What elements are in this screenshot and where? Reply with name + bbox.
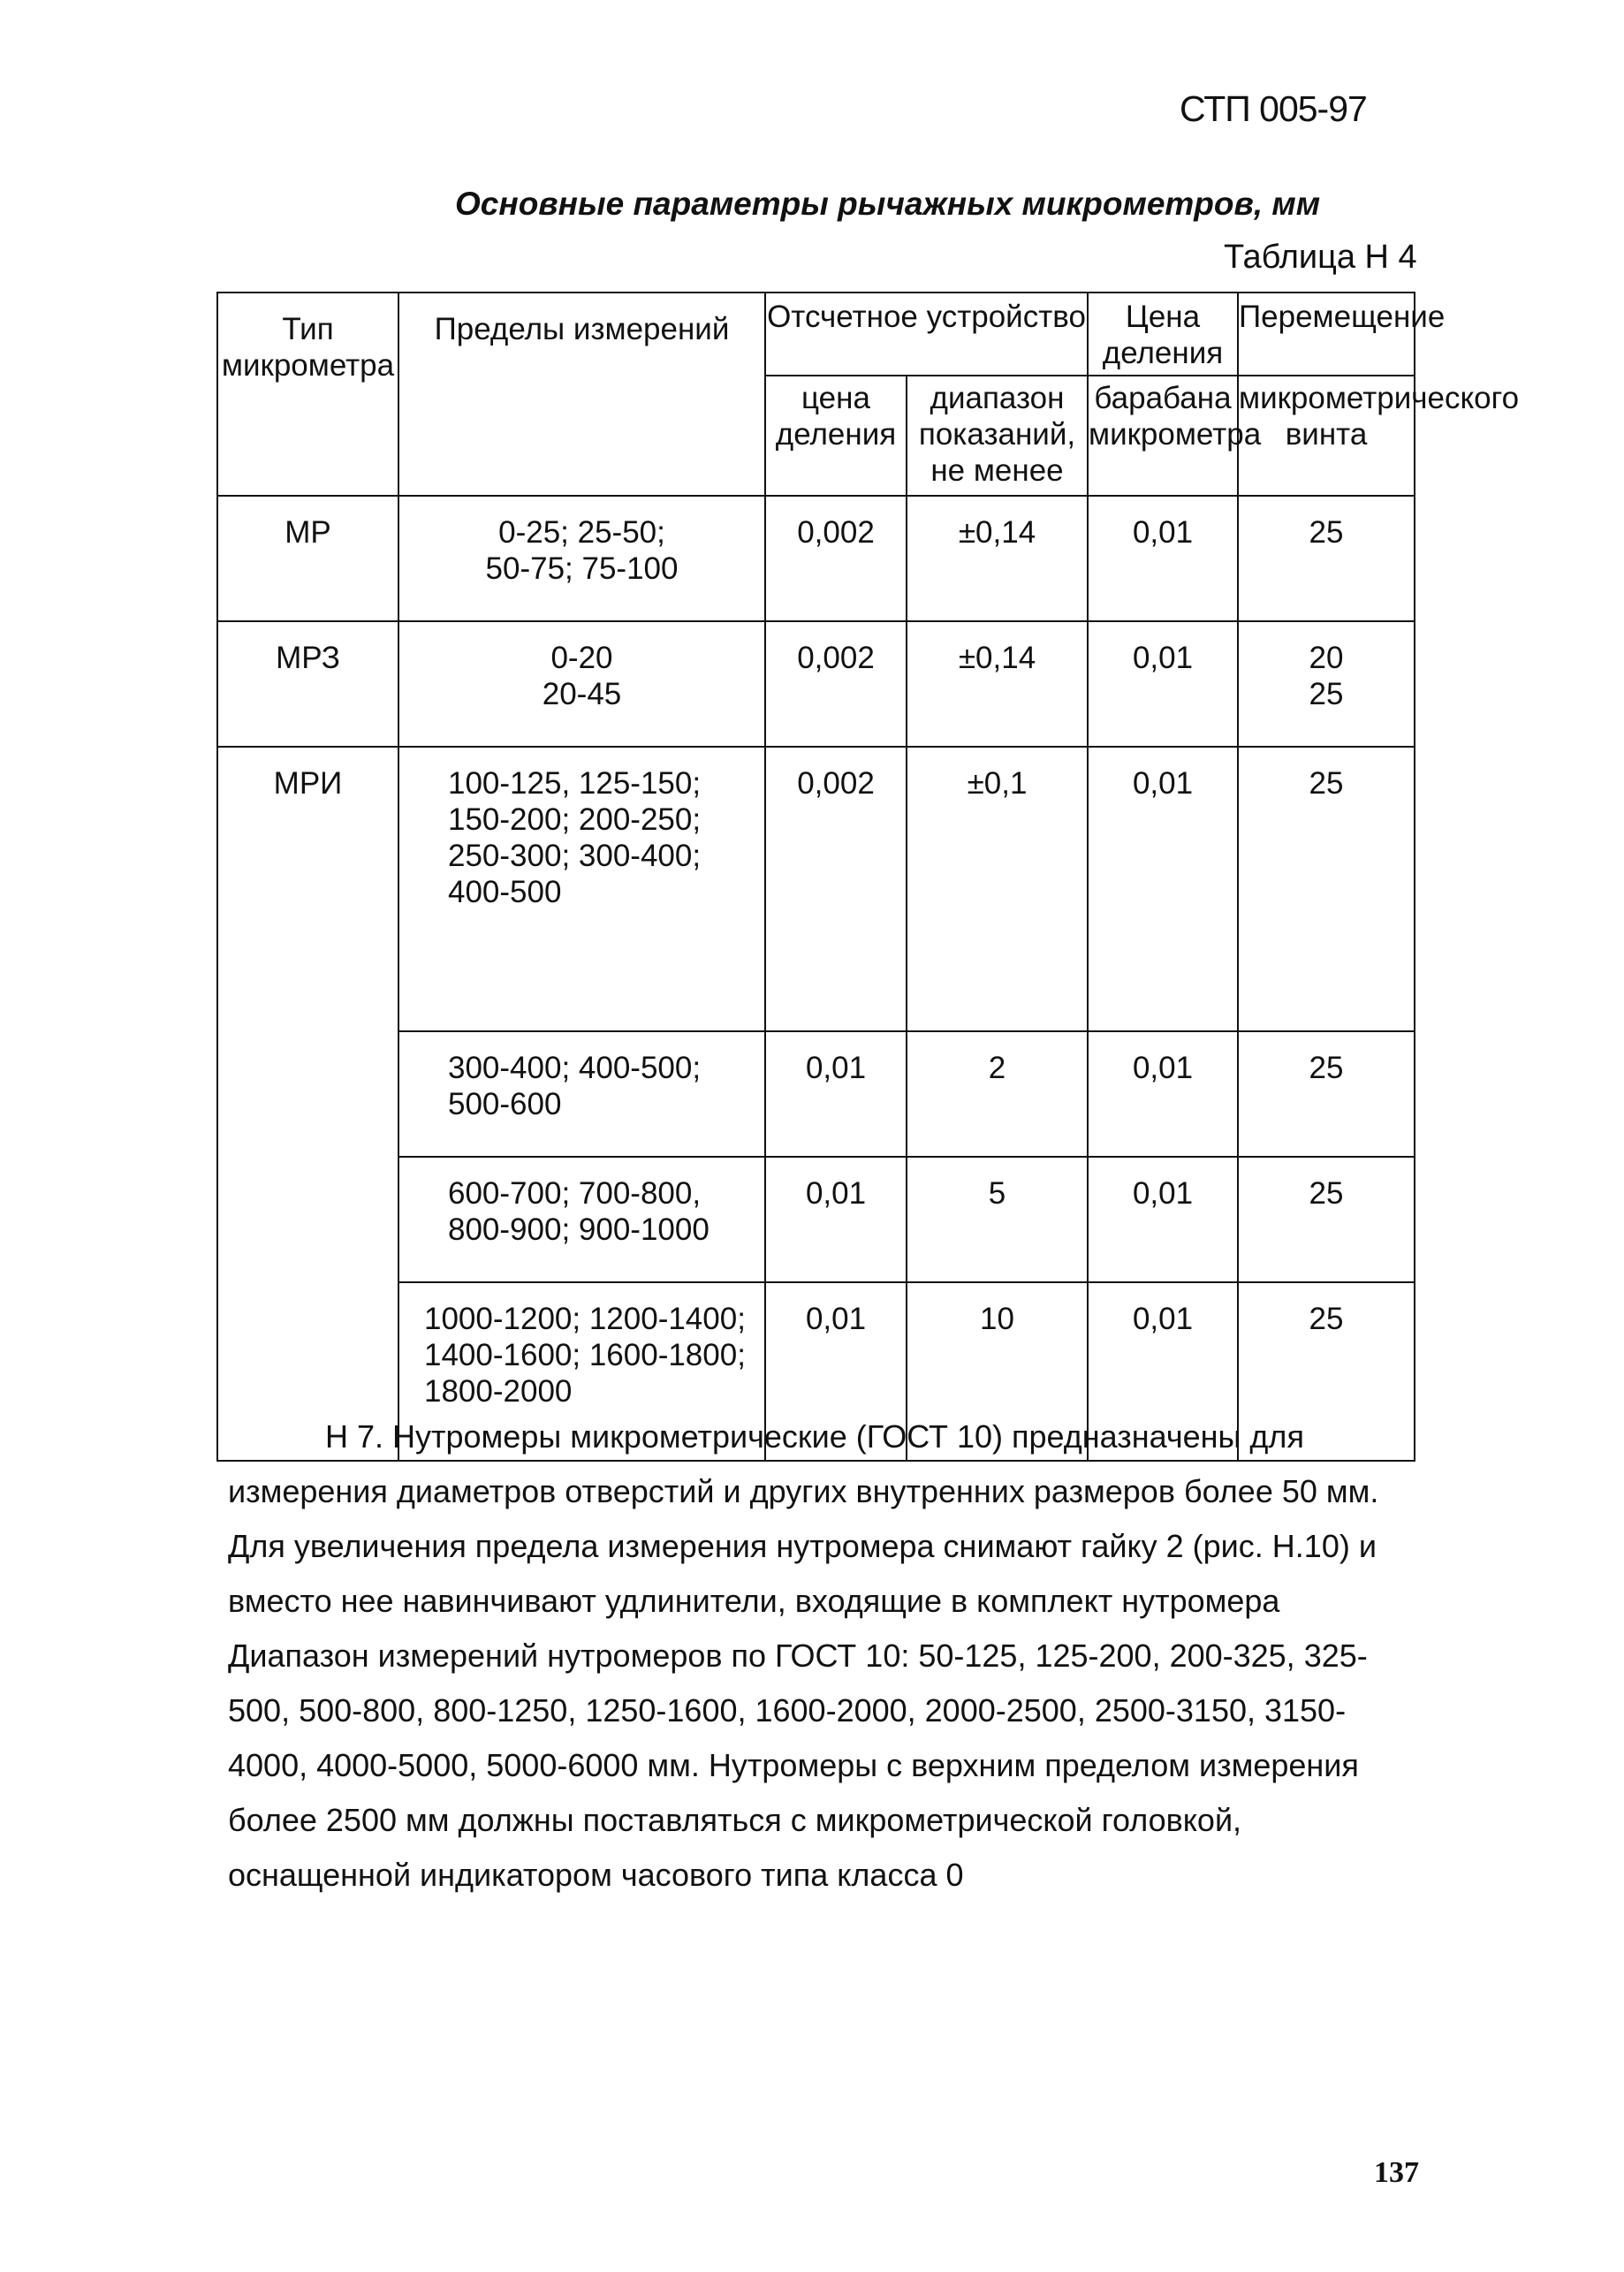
cell-price: 0,002 (765, 747, 907, 1031)
cell-move: 25 (1238, 496, 1415, 621)
paragraph-line: оснащенной индикатором часового типа класса 0 (228, 1857, 964, 1893)
cell-price: 0,01 (765, 1282, 907, 1461)
cell-range: 2 (907, 1031, 1088, 1157)
limits-line: 150-200; 200-250; (448, 802, 702, 837)
cell-price: 0,01 (765, 1031, 907, 1157)
cell-type: МР (217, 496, 398, 621)
cell-drum: 0,01 (1088, 1031, 1238, 1157)
header-limits: Пределы измерений (398, 293, 765, 496)
cell-range: ±0,14 (907, 621, 1088, 747)
header-type: Тип микрометра (217, 293, 398, 496)
cell-price: 0,01 (765, 1157, 907, 1282)
header-reading-device: Отсчетное устройство (765, 293, 1088, 376)
cell-range: 10 (907, 1282, 1088, 1461)
paragraph-h7 (228, 1410, 1412, 1903)
cell-drum: 0,01 (1088, 747, 1238, 1031)
paragraph-line: Для увеличения предела измерения нутромера снимают гайку 2 (рис. Н.10) и (228, 1528, 1377, 1564)
cell-drum: 0,01 (1088, 1282, 1238, 1461)
limits-line: 400-500 (448, 875, 562, 909)
table-title: Основные параметры рычажных микрометров, мм (455, 186, 1321, 222)
limits-line: 300-400; 400-500; (448, 1051, 702, 1085)
header-sub-division: цена деления (765, 376, 907, 496)
header-division-value: Цена деления (1088, 293, 1238, 376)
table-row (217, 621, 1415, 747)
cell-type: МРИ (217, 747, 398, 1461)
cell-move: 25 (1238, 747, 1415, 1031)
paragraph-line: Диапазон измерений нутромеров по ГОСТ 10: 50-125, 125-200, 200-325, 325- (228, 1638, 1368, 1674)
paragraph-line: Н 7. Нутромеры микрометрические (ГОСТ 10) предназначены для (325, 1418, 1304, 1455)
cell-drum: 0,01 (1088, 496, 1238, 621)
cell-range: ±0,14 (907, 496, 1088, 621)
move-line: 20 (1309, 641, 1344, 675)
cell-type: МРЗ (217, 621, 398, 747)
cell-move (1238, 621, 1415, 747)
limits-line: 1000-1200; 1200-1400; (424, 1302, 746, 1336)
document-code: СТП 005-97 (1180, 88, 1367, 129)
limits-line: 0-20 (550, 641, 613, 675)
paragraph-line: более 2500 мм должны поставляться с микрометрической головкой, (228, 1802, 1242, 1838)
paragraph-line: измерения диаметров отверстий и других внутренних размеров более 50 мм. (228, 1473, 1379, 1509)
table-number: Таблица Н 4 (1224, 239, 1417, 276)
cell-drum: 0,01 (1088, 1157, 1238, 1282)
header-sub-screw: микрометрического винта (1238, 376, 1415, 496)
page-number: 137 (1374, 2156, 1419, 2189)
cell-drum: 0,01 (1088, 621, 1238, 747)
cell-move: 25 (1238, 1031, 1415, 1157)
limits-line: 600-700; 700-800, (448, 1176, 702, 1211)
limits-line: 0-25; 25-50; (498, 515, 665, 550)
limits-line: 800-900; 900-1000 (448, 1212, 710, 1247)
cell-range: ±0,1 (907, 747, 1088, 1031)
cell-limits (398, 621, 765, 747)
header-movement: Перемещение (1238, 293, 1415, 376)
table-row (217, 496, 1415, 621)
paragraph-line: 500, 500-800, 800-1250, 1250-1600, 1600-2000, 2000-2500, 2500-3150, 3150- (228, 1692, 1347, 1729)
paragraph-line: 4000, 4000-5000, 5000-6000 мм. Нутромеры с верхним пределом измерения (228, 1747, 1359, 1783)
table-row (217, 747, 1415, 1031)
paragraph-line: вместо нее навинчивают удлинители, входящие в комплект нутромера (228, 1583, 1280, 1619)
move-line: 25 (1309, 677, 1344, 711)
limits-line: 100-125, 125-150; (448, 766, 702, 801)
cell-limits (398, 496, 765, 621)
cell-move: 25 (1238, 1282, 1415, 1461)
cell-price: 0,002 (765, 496, 907, 621)
parameters-table (216, 292, 1520, 1462)
limits-line: 500-600 (448, 1087, 562, 1121)
cell-limits (398, 1031, 765, 1157)
limits-line: 1800-2000 (424, 1374, 573, 1409)
cell-limits (398, 1157, 765, 1282)
header-sub-range: диапазон показаний, не менее (907, 376, 1088, 496)
cell-range: 5 (907, 1157, 1088, 1282)
limits-line: 1400-1600; 1600-1800; (424, 1338, 746, 1372)
limits-line: 50-75; 75-100 (485, 551, 679, 586)
cell-move: 25 (1238, 1157, 1415, 1282)
limits-line: 250-300; 300-400; (448, 839, 702, 873)
limits-line: 20-45 (542, 677, 622, 711)
cell-limits (398, 747, 765, 1031)
header-sub-drum: барабана микрометра (1088, 376, 1238, 496)
cell-price: 0,002 (765, 621, 907, 747)
